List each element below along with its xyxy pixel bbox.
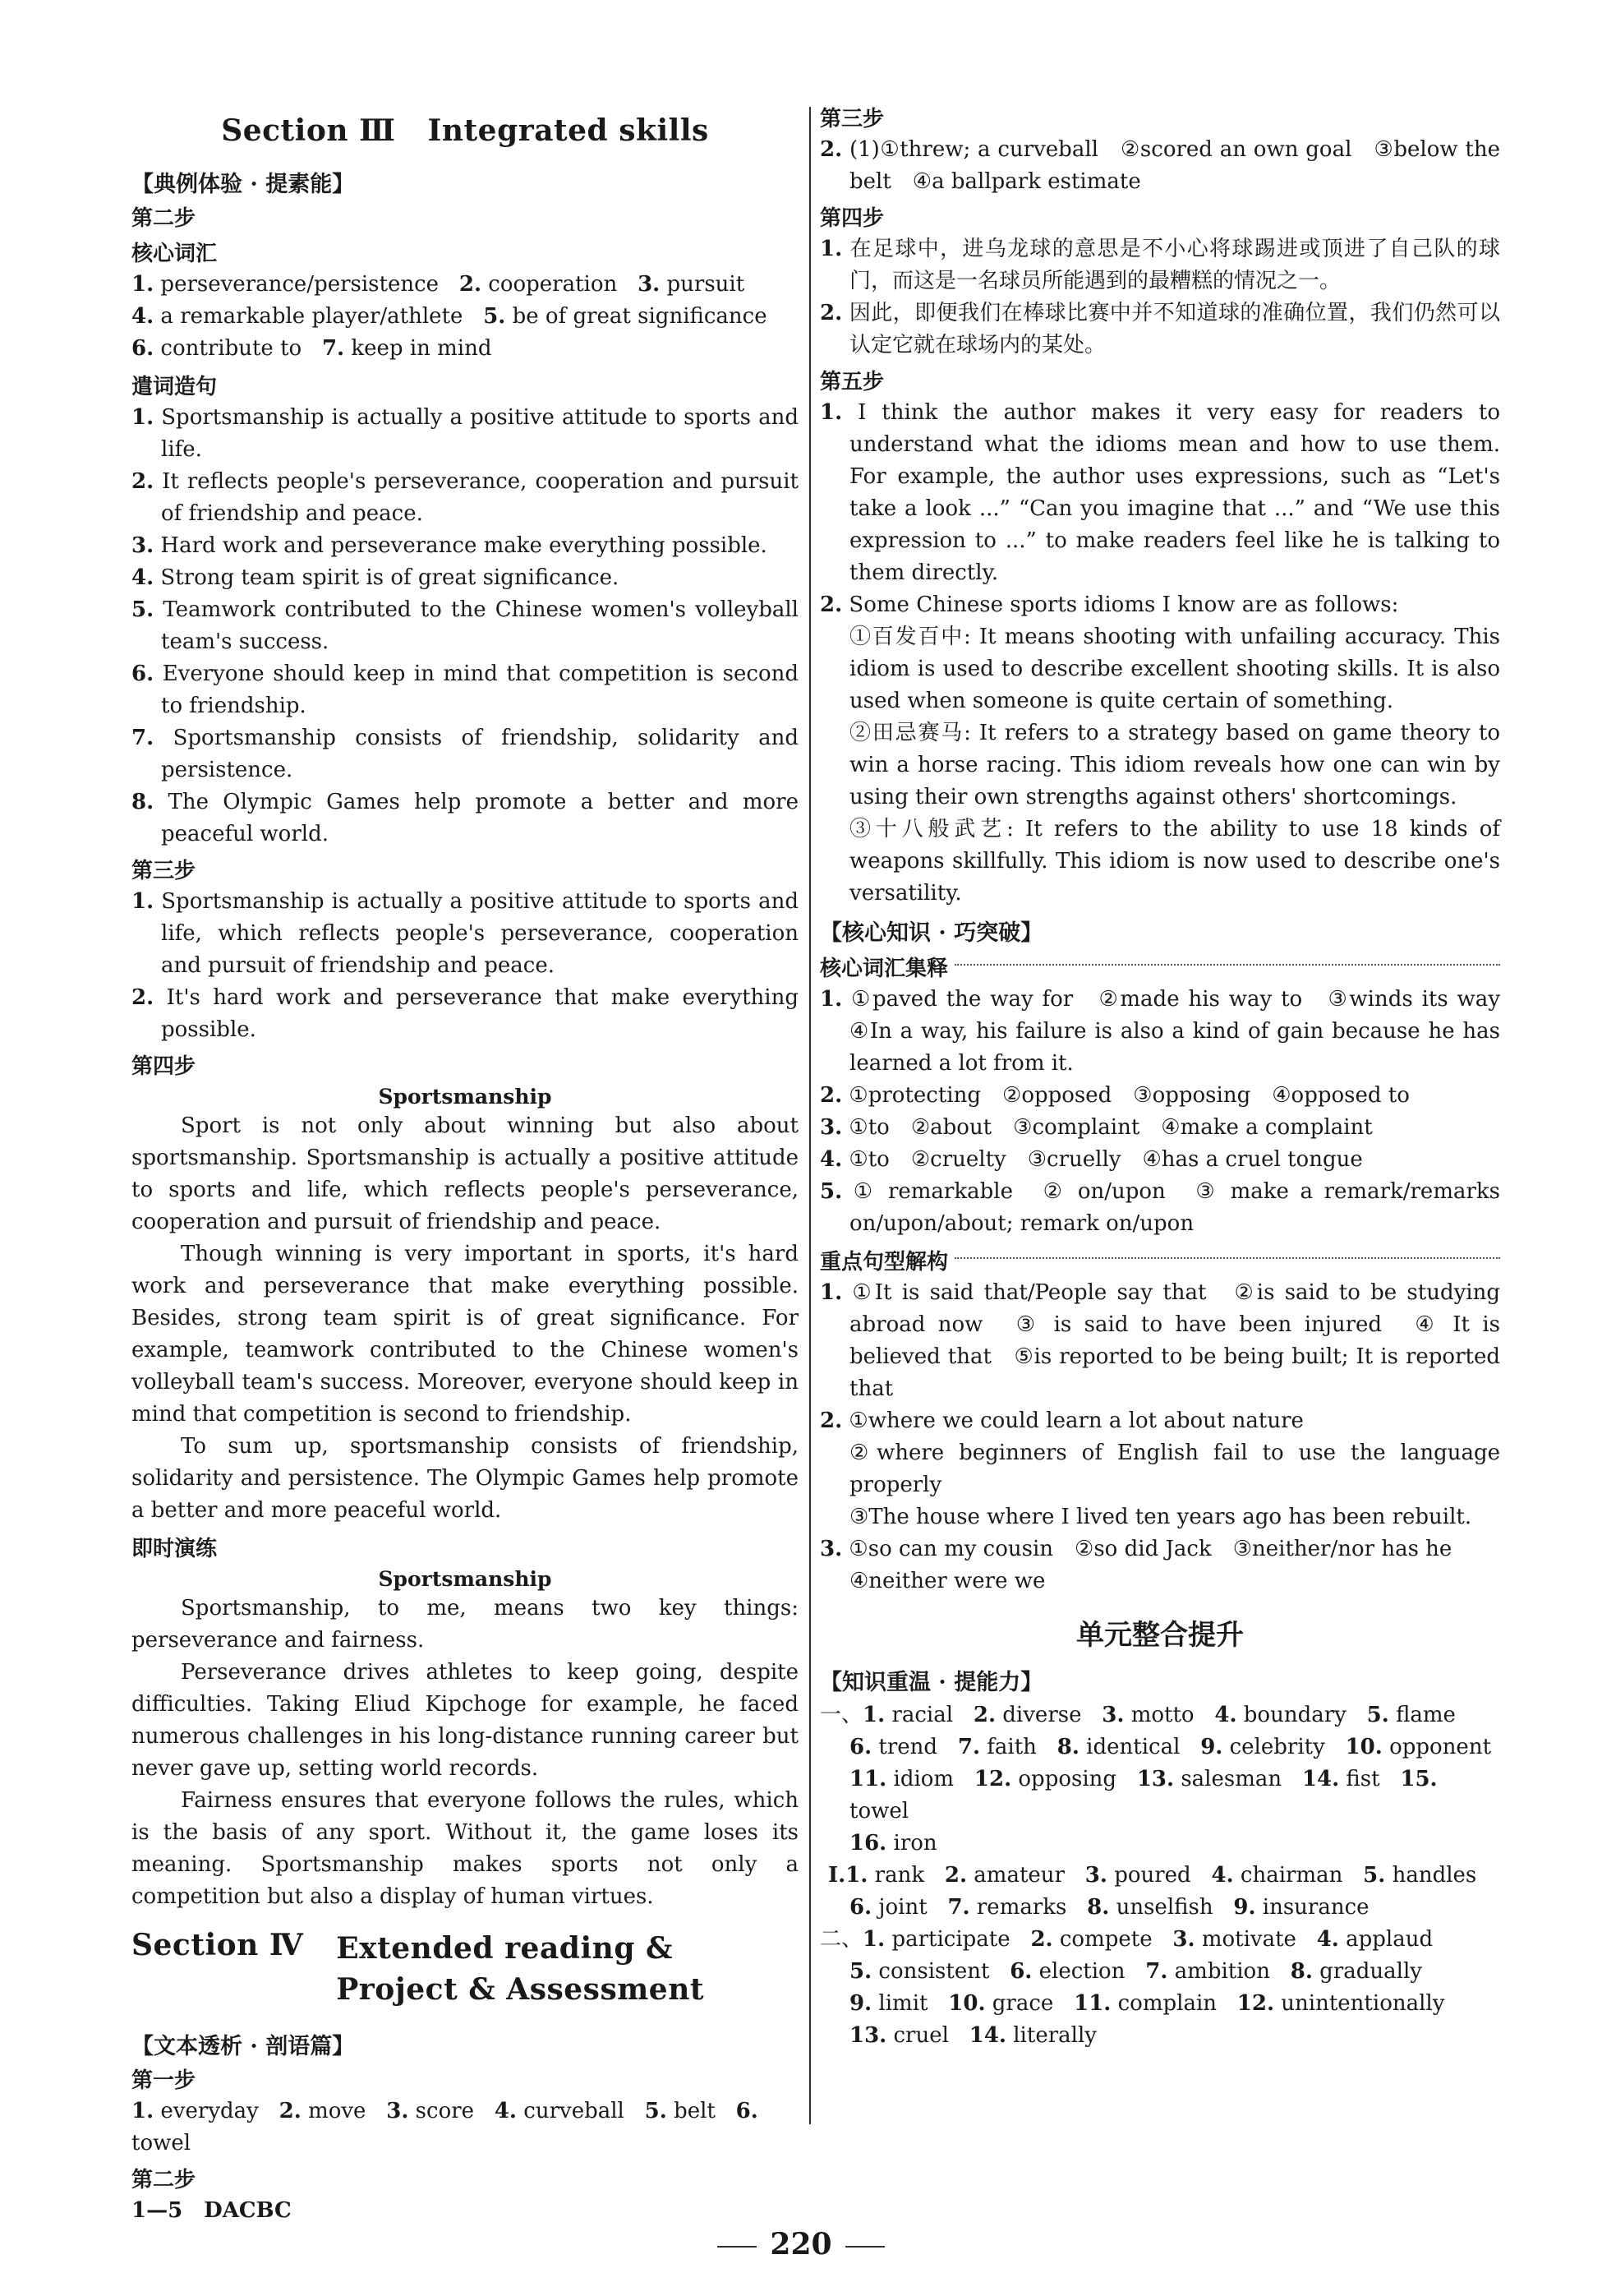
answer-line: 6. joint 7. remarks 8. unselfish 9. insurance bbox=[849, 1895, 1370, 1920]
vocab-heading: 核心词汇 bbox=[131, 242, 218, 266]
page-number: 220 bbox=[0, 2227, 1602, 2261]
list-item: 4. ①to ②cruelty ③cruelly ④has a cruel tongue bbox=[820, 1147, 1363, 1172]
answer-line: 1. everyday 2. move 3. score 4. curveball 5. belt 6. towel bbox=[131, 2099, 758, 2155]
list-item: 2. ①where we could learn a lot about nature bbox=[820, 1408, 1304, 1433]
list-item: 3. ①so can my cousin ②so did Jack ③neither/nor has he bbox=[820, 1537, 1452, 1561]
idiom-entry: ③十八般武艺: It refers to the ability to use 18 kinds of weapons skillfully. This idiom is now used to describe one's versatility. bbox=[849, 817, 1500, 906]
list-item: 8. The Olympic Games help promote a better and more peaceful world. bbox=[131, 790, 799, 846]
list-item: 2. ①protecting ②opposed ③opposing ④opposed to bbox=[820, 1083, 1410, 1108]
list-item: 2. (1)①threw; a curveball ②scored an own goal ③below the belt ④a ballpark estimate bbox=[820, 137, 1501, 194]
list-item: 5. ① remarkable ② on/upon ③ make a remark/remarks on/upon/about; remark on/upon bbox=[820, 1179, 1501, 1236]
list-item: 3. ①to ②about ③complaint ④make a complaint bbox=[820, 1115, 1373, 1140]
bracket-heading: 【典例体验 · 提素能】 bbox=[131, 172, 355, 197]
list-item: 2. It's hard work and perseverance that make everything possible. bbox=[131, 985, 799, 1042]
bracket-heading: 【文本透析 · 剖语篇】 bbox=[131, 2034, 355, 2059]
step-heading: 第四步 bbox=[820, 206, 885, 231]
list-item-continuation: ②where beginners of English fail to use the language properly bbox=[849, 1441, 1500, 1497]
essay-title: Sportsmanship bbox=[378, 1085, 552, 1109]
bracket-heading: 【知识重温 · 提能力】 bbox=[820, 1670, 1043, 1695]
answer-line: 13. cruel 14. literally bbox=[849, 2023, 1097, 2048]
essay-paragraph: To sum up, sportsmanship consists of friendship, solidarity and persistence. The Olympic Games help promote a better and more peaceful world. bbox=[131, 1434, 799, 1523]
list-item: 6. Everyone should keep in mind that competition is second to friendship. bbox=[131, 662, 799, 718]
essay-paragraph: Though winning is very important in sports, it's hard work and perseverance that make everything possible. Besides, strong team spirit is of great significance. For example, teamwork contributed to the Chinese women's volleyball team's success. Moreover, everyone should keep in mind that competition is second to friendship. bbox=[131, 1242, 799, 1427]
essay-paragraph: Sport is not only about winning but also about sportsmanship. Sportsmanship is actually a positive attitude to sports and life, which reflects people's perseverance, cooperation and pursuit of friendship and peace. bbox=[131, 1113, 799, 1234]
vocab-line: 6. contribute to 7. keep in mind bbox=[131, 336, 492, 361]
list-item: 1. 在足球中，进乌龙球的意思是不小心将球踢进或顶进了自己队的球门，而这是一名球员所能遇到的最糟糕的情况之一。 bbox=[820, 237, 1500, 293]
vocab-line: 4. a remarkable player/athlete 5. be of great significance bbox=[131, 304, 767, 329]
essay-paragraph: Sportsmanship, to me, means two key things: perseverance and fairness. bbox=[131, 1596, 799, 1653]
sentence-structure-heading: 重点句型解构 bbox=[820, 1245, 1500, 1275]
idiom-entry: ②田忌赛马: It refers to a strategy based on game theory to win a horse racing. This idiom reveals how one can win by using their own strengths against others' shortcomings. bbox=[849, 721, 1500, 809]
list-item: 7. Sportsmanship consists of friendship, solidarity and persistence. bbox=[131, 726, 799, 782]
answer-line: 1—5 DACBC bbox=[131, 2198, 292, 2223]
list-item: 1. Sportsmanship is actually a positive attitude to sports and life. bbox=[131, 405, 799, 462]
step-heading: 第四步 bbox=[131, 1054, 196, 1079]
list-item: 2. Some Chinese sports idioms I know are as follows: bbox=[820, 592, 1399, 617]
answer-line: 11. idiom 12. opposing 13. salesman 14. fist 15. towel bbox=[849, 1767, 1438, 1823]
vocab-collection-heading: 核心词汇集释 bbox=[820, 952, 1500, 982]
left-column bbox=[131, 105, 799, 2227]
answer-line: 二、1. participate 2. compete 3. motivate 4. applaud bbox=[820, 1927, 1434, 1952]
list-item: 2. It reflects people's perseverance, cooperation and pursuit of friendship and peace. bbox=[131, 469, 799, 526]
list-item: 2. 因此，即便我们在棒球比赛中并不知道球的准确位置，我们仍然可以认定它就在球场内的某处。 bbox=[820, 301, 1500, 357]
list-item-continuation: ④neither were we bbox=[849, 1569, 1046, 1593]
essay-title: Sportsmanship bbox=[378, 1567, 552, 1591]
list-item: 4. Strong team spirit is of great significance. bbox=[131, 565, 619, 590]
answer-line: Ⅰ.1. rank 2. amateur 3. poured 4. chairman 5. handles bbox=[828, 1863, 1477, 1888]
answer-line: 一、1. racial 2. diverse 3. motto 4. boundary 5. flame bbox=[820, 1703, 1456, 1727]
step-heading: 第三步 bbox=[131, 859, 196, 883]
step-heading: 第二步 bbox=[131, 206, 196, 231]
step-heading: 第二步 bbox=[131, 2168, 196, 2192]
answer-line: 6. trend 7. faith 8. identical 9. celebrity 10. opponent bbox=[849, 1735, 1492, 1759]
essay-paragraph: Perseverance drives athletes to keep going, despite difficulties. Taking Eliud Kipchoge for example, he faced numerous challenges in his long-distance running career but never gave up, setting world records. bbox=[131, 1660, 799, 1781]
answer-line: 9. limit 10. grace 11. complain 12. unintentionally bbox=[849, 1991, 1445, 2016]
column-divider bbox=[809, 107, 811, 2124]
list-item: 1. Sportsmanship is actually a positive attitude to sports and life, which reflects people's perseverance, cooperation and pursuit of friendship and peace. bbox=[131, 889, 799, 978]
section-3-title: Section Ⅲ Integrated skills bbox=[221, 113, 709, 148]
bracket-heading: 【核心知识 · 巧突破】 bbox=[820, 920, 1043, 946]
step-heading: 第三步 bbox=[820, 107, 885, 131]
list-item-continuation: ③The house where I lived ten years ago has been rebuilt. bbox=[849, 1505, 1472, 1529]
list-item: 3. Hard work and perseverance make everything possible. bbox=[131, 533, 767, 558]
sentence-heading: 遣词造句 bbox=[131, 375, 218, 399]
sentence-list bbox=[131, 402, 799, 851]
page-number-dash bbox=[717, 2246, 757, 2248]
right-column bbox=[820, 99, 1522, 2052]
step-heading: 第五步 bbox=[820, 370, 885, 394]
section-4-title: Section Ⅳ Extended reading & Project & Assessment bbox=[131, 1928, 705, 2007]
unit-title: 单元整合提升 bbox=[1076, 1619, 1244, 1652]
essay-paragraph: Fairness ensures that everyone follows the rules, which is the basis of any sport. Without it, the game loses its meaning. Sportsmanship makes sports not only a competition but also a display of human virtues. bbox=[131, 1788, 799, 1909]
list-item: 1. ①paved the way for ②made his way to ③winds its way ④In a way, his failure is also a kind of gain because he has learned a lot from it. bbox=[820, 987, 1522, 1076]
practice-heading: 即时演练 bbox=[131, 1537, 218, 1561]
page-number-dash bbox=[845, 2246, 885, 2248]
idiom-entry: ①百发百中: It means shooting with unfailing accuracy. This idiom is used to describe excellent shooting skills. It is also used when someone is quite certain of something. bbox=[849, 625, 1500, 713]
answer-line: 5. consistent 6. election 7. ambition 8. gradually bbox=[849, 1959, 1422, 1984]
list-item: 5. Teamwork contributed to the Chinese women's volleyball team's success. bbox=[131, 597, 799, 654]
list-item: 1. ①It is said that/People say that ②is said to be studying abroad now ③ is said to have been injured ④ It is believed that ⑤is reported to be being built; It is reported that bbox=[820, 1280, 1500, 1401]
answer-line: 16. iron bbox=[849, 1831, 937, 1856]
step-heading: 第一步 bbox=[131, 2068, 196, 2093]
vocab-line: 1. perseverance/persistence 2. cooperation 3. pursuit bbox=[131, 272, 745, 297]
list-item: 1. I think the author makes it very easy for readers to understand what the idioms mean and how to use them. For example, the author uses expressions, such as “Let's take a look ...” “Can you imagine that ...” and “We use this expression to ...” to make readers feel like he is talking to them directly. bbox=[820, 400, 1501, 585]
